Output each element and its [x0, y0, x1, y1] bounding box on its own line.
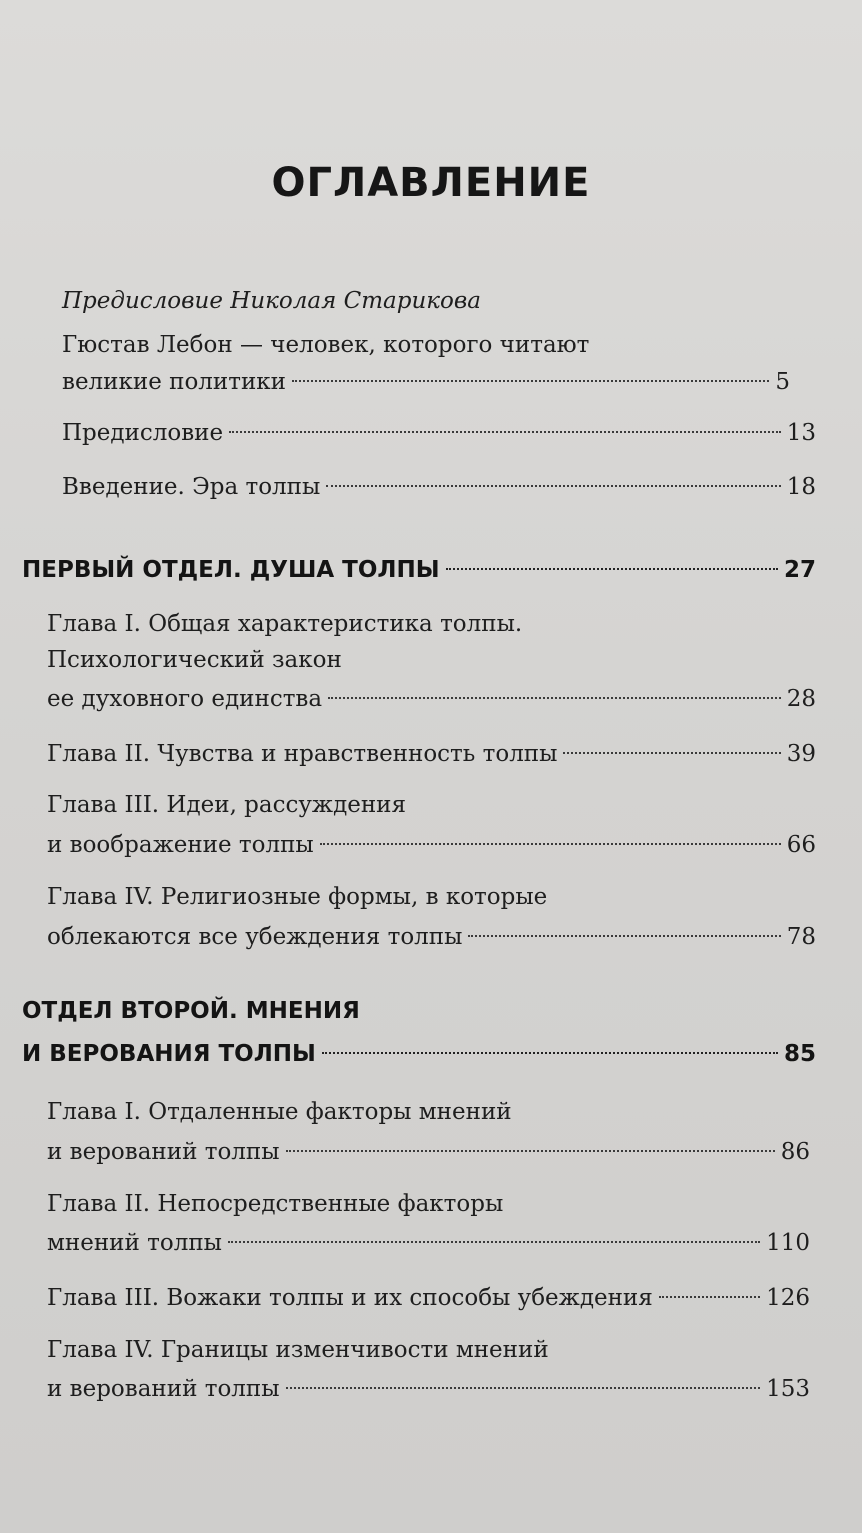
toc-part-title: И ВЕРОВАНИЯ ТОЛПЫ — [22, 1041, 316, 1067]
toc-part-title: ПЕРВЫЙ ОТДЕЛ. ДУША ТОЛПЫ — [22, 557, 440, 583]
toc-chapter-title: и верований толпы — [47, 1139, 280, 1165]
toc-chapter-title: и воображение толпы — [47, 832, 314, 858]
toc-page-number: 28 — [786, 686, 816, 712]
toc-chapter-title: Глава III. Вожаки толпы и их способы убеждения — [47, 1285, 653, 1311]
toc-chapter-line: Психологический закон — [47, 647, 342, 673]
toc-chapter-title: ее духовного единства — [47, 686, 323, 712]
toc-chapter-line: Глава I. Отдаленные факторы мнений — [47, 1099, 512, 1125]
toc-page-number: 126 — [766, 1285, 810, 1311]
leader-dots — [286, 1150, 775, 1152]
toc-entry-title: великие политики — [62, 369, 287, 395]
toc-page-number: 110 — [766, 1230, 810, 1256]
toc-chapter-entry[interactable] — [47, 1225, 810, 1261]
leader-dots — [292, 380, 769, 382]
leader-dots — [328, 697, 781, 699]
leader-dots — [326, 485, 780, 487]
toc-chapter-line: Глава IV. Религиозные формы, в которые — [47, 884, 548, 910]
leader-dots — [286, 1387, 761, 1389]
toc-page-number: 153 — [766, 1376, 810, 1402]
toc-chapter-entry[interactable] — [47, 827, 816, 863]
toc-chapter-line: Глава III. Идеи, рассуждения — [47, 792, 407, 818]
preface-author-line: Предисловие Николая Старикова — [62, 288, 481, 314]
toc-page-number: 39 — [786, 741, 816, 767]
leader-dots — [229, 431, 781, 433]
leader-dots — [322, 1052, 778, 1054]
leader-dots — [563, 752, 780, 754]
toc-chapter-entry[interactable] — [47, 736, 816, 772]
toc-chapter-title: и верований толпы — [47, 1376, 280, 1402]
toc-chapter-entry[interactable] — [47, 1134, 810, 1170]
toc-chapter-line: Глава II. Непосредственные факторы — [47, 1191, 504, 1217]
toc-entry-line: Гюстав Лебон — человек, которого читают — [62, 332, 590, 358]
toc-page-number: 86 — [780, 1139, 810, 1165]
toc-part-title-line: ОТДЕЛ ВТОРОЙ. МНЕНИЯ — [22, 998, 360, 1024]
leader-dots — [228, 1241, 760, 1243]
toc-page-number: 5 — [775, 369, 790, 395]
leader-dots — [320, 843, 781, 845]
leader-dots — [446, 568, 778, 570]
toc-entry-title: Предисловие — [62, 420, 224, 446]
toc-page-number: 13 — [786, 420, 816, 446]
toc-entry-title: Введение. Эра толпы — [62, 474, 321, 500]
toc-chapter-entry[interactable] — [47, 919, 816, 955]
toc-chapter-title: облекаются все убеждения толпы — [47, 924, 463, 950]
toc-page-number: 85 — [783, 1041, 816, 1067]
toc-chapter-line: Глава I. Общая характеристика толпы. — [47, 611, 523, 637]
toc-chapter-entry[interactable] — [47, 1371, 810, 1407]
toc-entry[interactable] — [62, 469, 816, 505]
toc-page-number: 66 — [786, 832, 816, 858]
toc-chapter-title: Глава II. Чувства и нравственность толпы — [47, 741, 558, 767]
toc-part-entry[interactable] — [22, 1036, 816, 1072]
toc-chapter-entry[interactable] — [47, 1280, 810, 1316]
toc-part-entry[interactable] — [22, 552, 816, 588]
toc-chapter-title: мнений толпы — [47, 1230, 222, 1256]
toc-chapter-line: Глава IV. Границы изменчивости мнений — [47, 1337, 549, 1363]
leader-dots — [468, 935, 780, 937]
leader-dots — [659, 1296, 760, 1298]
page-title: ОГЛАВЛЕНИЕ — [271, 160, 591, 206]
toc-chapter-entry[interactable] — [47, 681, 816, 717]
toc-page-number: 27 — [783, 557, 816, 583]
toc-entry[interactable] — [62, 415, 816, 451]
toc-entry[interactable] — [62, 364, 790, 400]
toc-page-number: 18 — [786, 474, 816, 500]
toc-page-number: 78 — [786, 924, 816, 950]
